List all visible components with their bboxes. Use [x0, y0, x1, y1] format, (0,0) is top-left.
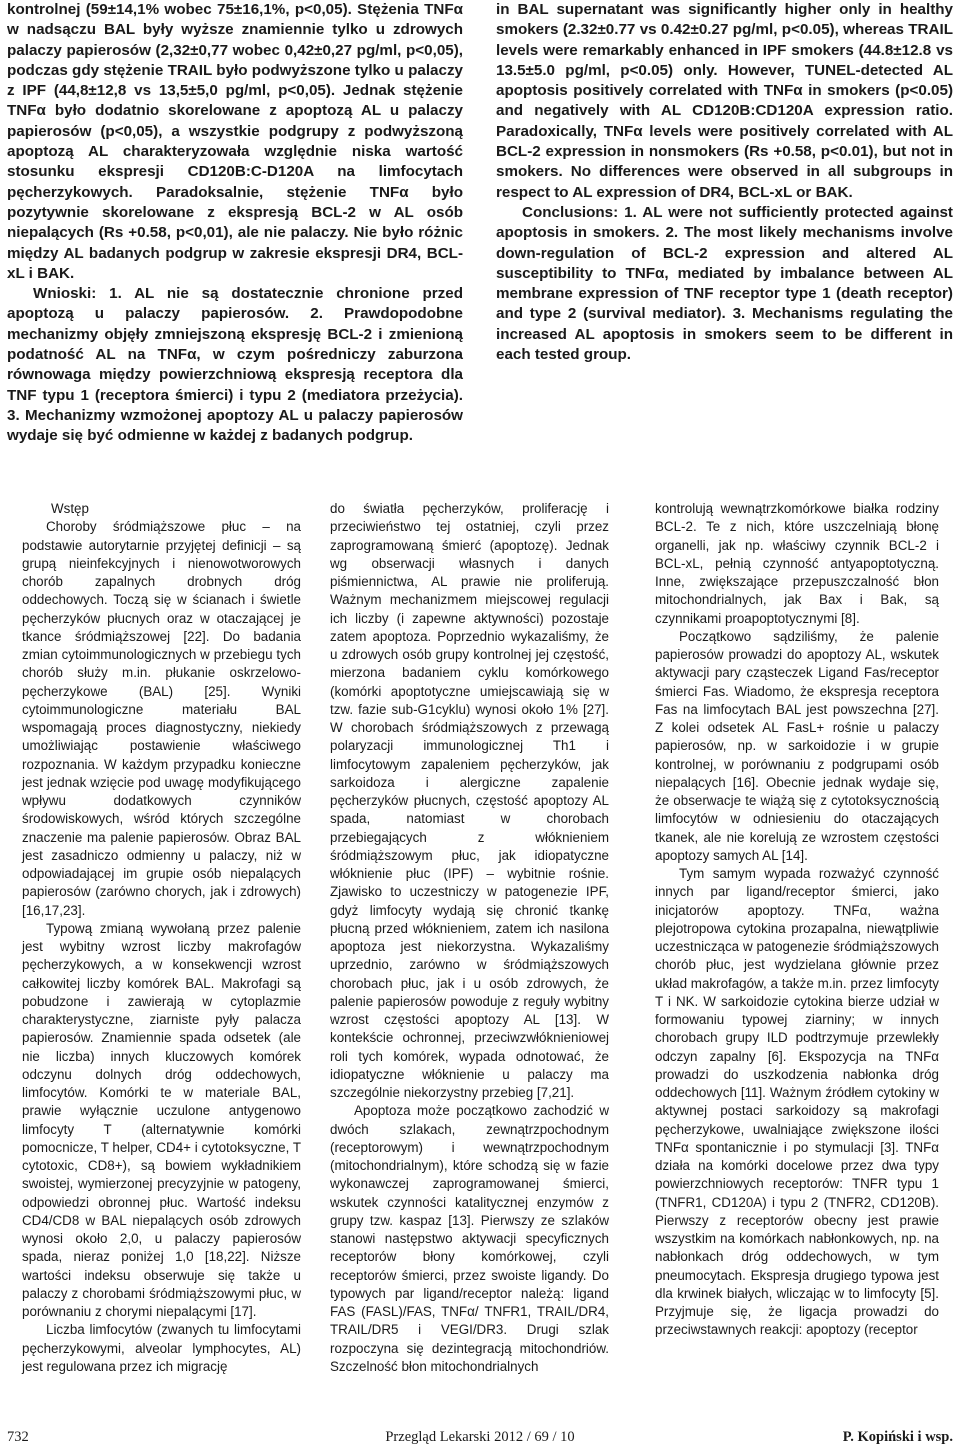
abstract-results-pl: kontrolnej (59±14,1% wobec 75±16,1%, p<0,05). Stężenia TNFα w nadsączu BAL były wyższe znamiennie tylko u zdrowych palaczy papierosów (2,32±0,77 wobec 0,42±0,27 pg/ml, p<0,05), podczas gdy stężenie TRAIL było podwyższone tylko u palaczy z IPF (44,8±12,8 vs 13,5±5,0 pg/ml, p<0,05). Jednak stężenie TNFα było dodatnio skorelowane z apoptozą AL u palaczy papierosów (p<0,05), a wszystkie podgrupy z podwyższoną apoptozą AL charakteryzowała względnie niska wartość stosunku ekspresji CD120B:C-D120A na limfocytach pęcherzykowych. Paradoksalnie, stężenie TNFα było pozytywnie skorelowane z ekspresją BCL-2 w AL osób niepalących (Rs +0.58, p<0,01), ale nie palaczy. Nie było różnic między AL badanych podgrup w zakresie ekspresji DR4, BCL-xL i BAK.: [7, 1, 463, 282]
body-column-3: [655, 500, 939, 1340]
paragraph: Choroby śródmiąższowe płuc – na podstawie autorytarnie przyjętej definicji – są grupą nieinfekcyjnych i nienowotworowych chorób zapalnych drobnych dróg oddechowych. Toczą się w ścianach i świetle pęcherzyków płucnych oraz w otaczającej je tkance śródmiąższowej [22]. Do badania zmian cytoimmunologicznych w przebiegu tych chorób służy m.in. płukanie oskrzelowo-pęcherzykowe (BAL) [25]. Wyniki cytoimmunologiczne materiału BAL wspomagają proces diagnostyczny, niekiedy umożliwiając postawienie właściwego rozpoznania. W każdym przypadku konieczne jest jednak wzięcie pod uwagę modyfikującego wpływu dodatkowych czynników środowiskowych, wśród których szczególne znaczenie ma palenie papierosów. Obraz BAL jest zasadniczo odmienny u palaczy, niż w odpowiadającej im grupie osób niepalących papierosów (zarówno chorych, jak i zdrowych) [16,17,23].: [22, 519, 301, 918]
abstract-english: [496, 0, 953, 365]
paragraph: Typową zmianą wywołaną przez palenie jest wybitny wzrost liczby makrofagów pęcherzykowych, a w konsekwencji wzrost całkowitej liczby komórek BAL. Makrofagi są pobudzone i zawierają w cytoplazmie charakterystyczne, ziarniste pyły palacza papierosów. Znamiennie spada odsetek (ale nie liczba) innych kluczowych komórek odczynu dolnych dróg oddechowych, limfocytów. Komórki te w materiale BAL, prawie wyłącznie uczulone antygenowo limfocyty T (alternatywnie komórki pomocnicze, T helper, CD4+ i cytotoksyczne, T cytotoxic, CD8+), są bowiem wykładnikiem swoistej, wymierzonej precyzyjnie w patogeny, odpowiedzi obronnej płuc. Wartość indeksu CD4/CD8 w BAL niepalących osób zdrowych wynosi około 2,0, u palaczy papierosów spada, nieraz poniżej 1,0 [18,22]. Niższe wartości indeksu obserwuje się także u palaczy z chorobami śródmiąższowymi płuc, w porównaniu z chorymi niepalącymi [17].: [22, 920, 301, 1319]
paragraph: Apoptoza może początkowo zachodzić w dwóch szlakach, zewnątrzpochodnym (receptorowym) i wewnątrzpochodnym (mitochondrialnym), które schodzą się w fazie wykonawczej zaprogramowanej śmierci, wskutek czynności katalitycznej enzymów z grupy tzw. kaspaz [13]. Pierwszy ze szlaków stanowi następstwo aktywacji specyficznych receptorów błony komórkowej, czyli receptorów śmierci, przez swoiste ligandy. Do typowych par ligand/receptor należą: ligand FAS (FASL)/FAS, TNFα/ TNFR1, TRAIL/DR4, TRAIL/DR5 i VEGI/DR3. Drugi szlak rozpoczyna się dezintegracją mitochondriów. Szczelność błon mitochondrialnych: [330, 1103, 609, 1374]
abstract-results-en: in BAL supernatant was significantly higher only in healthy smokers (2.32±0.77 vs 0.42±0.27 pg/ml, p<0.05), whereas TRAIL levels were remarkably enhanced in IPF smokers (44.8±12.8 vs 13.5±5.0 pg/ml, p<0.05) only. However, TUNEL-detected AL apoptosis positively correlated with TNFα in smokers (p<0.05) and negatively with AL CD120B:CD120A expression ratio. Paradoxically, TNFα levels were positively correlated with AL BCL-2 expression in nonsmokers (Rs +0.58, p<0.01), but not in smokers. No differences were observed in all subgroups in respect to AL expression of DR4, BCL-xL or BAK.: [496, 1, 953, 201]
abstract-conclusions-en: Conclusions: 1. AL were not sufficiently protected against apoptosis in smokers. 2. The most likely mechanisms involve down-regulation of BCL-2 expression and altered AL susceptibility to TNFα, mediated by imbalance between AL membrane expression of TNF receptor type 1 (death receptor) and type 2 (survival mediator). 3. Mechanisms regulating the increased AL apoptosis in smokers seem to be different in each tested group.: [496, 203, 953, 364]
running-authors: P. Kopiński i wsp.: [842, 1429, 953, 1445]
section-heading: Wstęp: [51, 501, 89, 516]
journal-citation: Przegląd Lekarski 2012 / 69 / 10: [385, 1429, 575, 1445]
paragraph: kontrolują wewnątrzkomórkowe białka rodziny BCL-2. Te z nich, które uszczelniają błonę organelli, jak np. właściwy czynnik BCL-2 i BCL-xL, pełnią czynność antyapoptotyczną. Inne, zwiększające przepuszczalność błon mitochondrialnych, jak Bax i Bak, są czynnikami proapoptotycznymi [8].: [655, 501, 939, 626]
paragraph: Tym samym wypada rozważyć czynność innych par ligand/receptor śmierci, jako inicjatorów apoptozy. TNFα, ważna plejotropowa cytokina prozapalna, niewątpliwie uczestnicząca w patogenezie śródmiąższowych chorób płuc, jest wydzielana głównie przez układ makrofagów, a także m.in. przez limfocyty T i NK. W sarkoidozie cytokina bierze udział w formowaniu typowej ziarniny; w innych chorobach grupy ILD podtrzymuje przewlekły odczyn zapalny [6]. Ekspozycja na TNFα prowadzi do uszkodzenia nabłonka dróg oddechowych [11]. Ważnym źródłem cytokiny w aktywnej postaci sarkoidozy są makrofagi pęcherzykowe, uwalniające zwiększone ilości TNFα spontanicznie i po stymulacji [3]. TNFα działa na komórki docelowe przez dwa typy powierzchniowych receptorów: TNFR typu 1 (TNFR1, CD120A) i typu 2 (TNFR2, CD120B). Pierwszy z receptorów obecny jest prawie wszystkim na komórkach nabłonkowych, np. na nabłonkach dróg oddechowych, w tym pneumocytach. Ekspresja drugiego typowa jest dla krwinek białych, wliczając w to limfocyty [5]. Przyjmuje się, że ligacja prowadzi do przeciwstawnych reakcji: apoptozy (receptor: [655, 866, 939, 1338]
paragraph: Początkowo sądziliśmy, że palenie papierosów prowadzi do apoptozy AL, wskutek aktywacji pary cząsteczek Ligand Fas/receptor śmierci Fas. Wiadomo, że ekspresja receptora Fas na limfocytach BAL jest powszechna [27]. Z kolei odsetek AL FasL+ rośnie u palaczy papierosów, np. w sarkoidozie i w grupie kontrolnej, w porównaniu z podgrupami osób niepalących [16]. Obecnie jednak wydaje się, że obserwacje te wiążą się z cytotoksycznością limfocytów w odniesieniu do otaczających tkanek, ale nie korelują ze wzrostem częstości apoptozy samych AL [14].: [655, 628, 939, 863]
page-number: 732: [7, 1429, 29, 1445]
body-column-1: [22, 500, 301, 1376]
body-column-2: [330, 500, 609, 1376]
paragraph: Liczba limfocytów (zwanych tu limfocytami pęcherzykowymi, alveolar lymphocytes, AL) jest regulowana przez ich migrację: [22, 1322, 301, 1374]
paragraph: do światła pęcherzyków, proliferację i przeciwieństwo tej ostatniej, czyli przez zaprogramowaną śmierć (apoptozę). Jednak wg obserwacji własnych i danych piśmiennictwa, AL prawie nie proliferują. Ważnym mechanizmem miejscowej regulacji ich liczby (i zapewne aktywności) pozostaje zatem apoptoza. Poprzednio wykazaliśmy, że u zdrowych osób grupy kontrolnej jej częstość, mierzona badaniem cyklu komórkowego (komórki apoptotyczne umiejscawiają się w tzw. fazie sub-G1cyklu) wynosi około 1% [27]. W chorobach śródmiąższowych z przewagą polaryzacji immunologicznej Th1 i limfocytowym zapaleniem pęcherzyków, jak sarkoidoza i alergiczne zapalenie pęcherzyków płucnych, częstość apoptozy AL spada, natomiast w chorobach przebiegających z włóknieniem śródmiąższowym płuc, jak idiopatyczne włóknienie płuc (IPF) – wybitnie rośnie. Zjawisko to uczestniczy w patogenezie IPF, gdyż limfocyty wydają się chronić tkankę płucną przed włóknieniem, zatem ich nasilona apoptoza jest niekorzystna. Wykazaliśmy uprzednio, zarówno w śródmiąższowych chorobach płuc, jak i u osób zdrowych, że palenie papierosów powoduje z reguły wybitny wzrost częstości apoptozy AL [13]. W kontekście ochronnej, przeciwzwłóknieniowej roli tych komórek, wypada odnotować, że idiopatyczne włóknienie u palaczy ma szczególnie niekorzystny przebieg [7,21].: [330, 501, 609, 1100]
abstract-conclusions-pl: Wnioski: 1. AL nie są dostatecznie chronione przed apoptozą u palaczy papierosów. 2. Prawdopodobne mechanizmy objęły zmniejszoną ekspresję BCL-2 i zmienioną podatność AL na TNFα, w czym pośredniczy zaburzona równowaga między powierzchniową ekspresją receptora dla TNF typu 1 (receptora śmierci) i typu 2 (mediatora przeżycia). 3. Mechanizmy wzmożonej apoptozy AL u palaczy papierosów wydaje się być odmienne w każdej z badanych podgrup.: [7, 285, 463, 445]
abstract-polish: [7, 0, 463, 447]
